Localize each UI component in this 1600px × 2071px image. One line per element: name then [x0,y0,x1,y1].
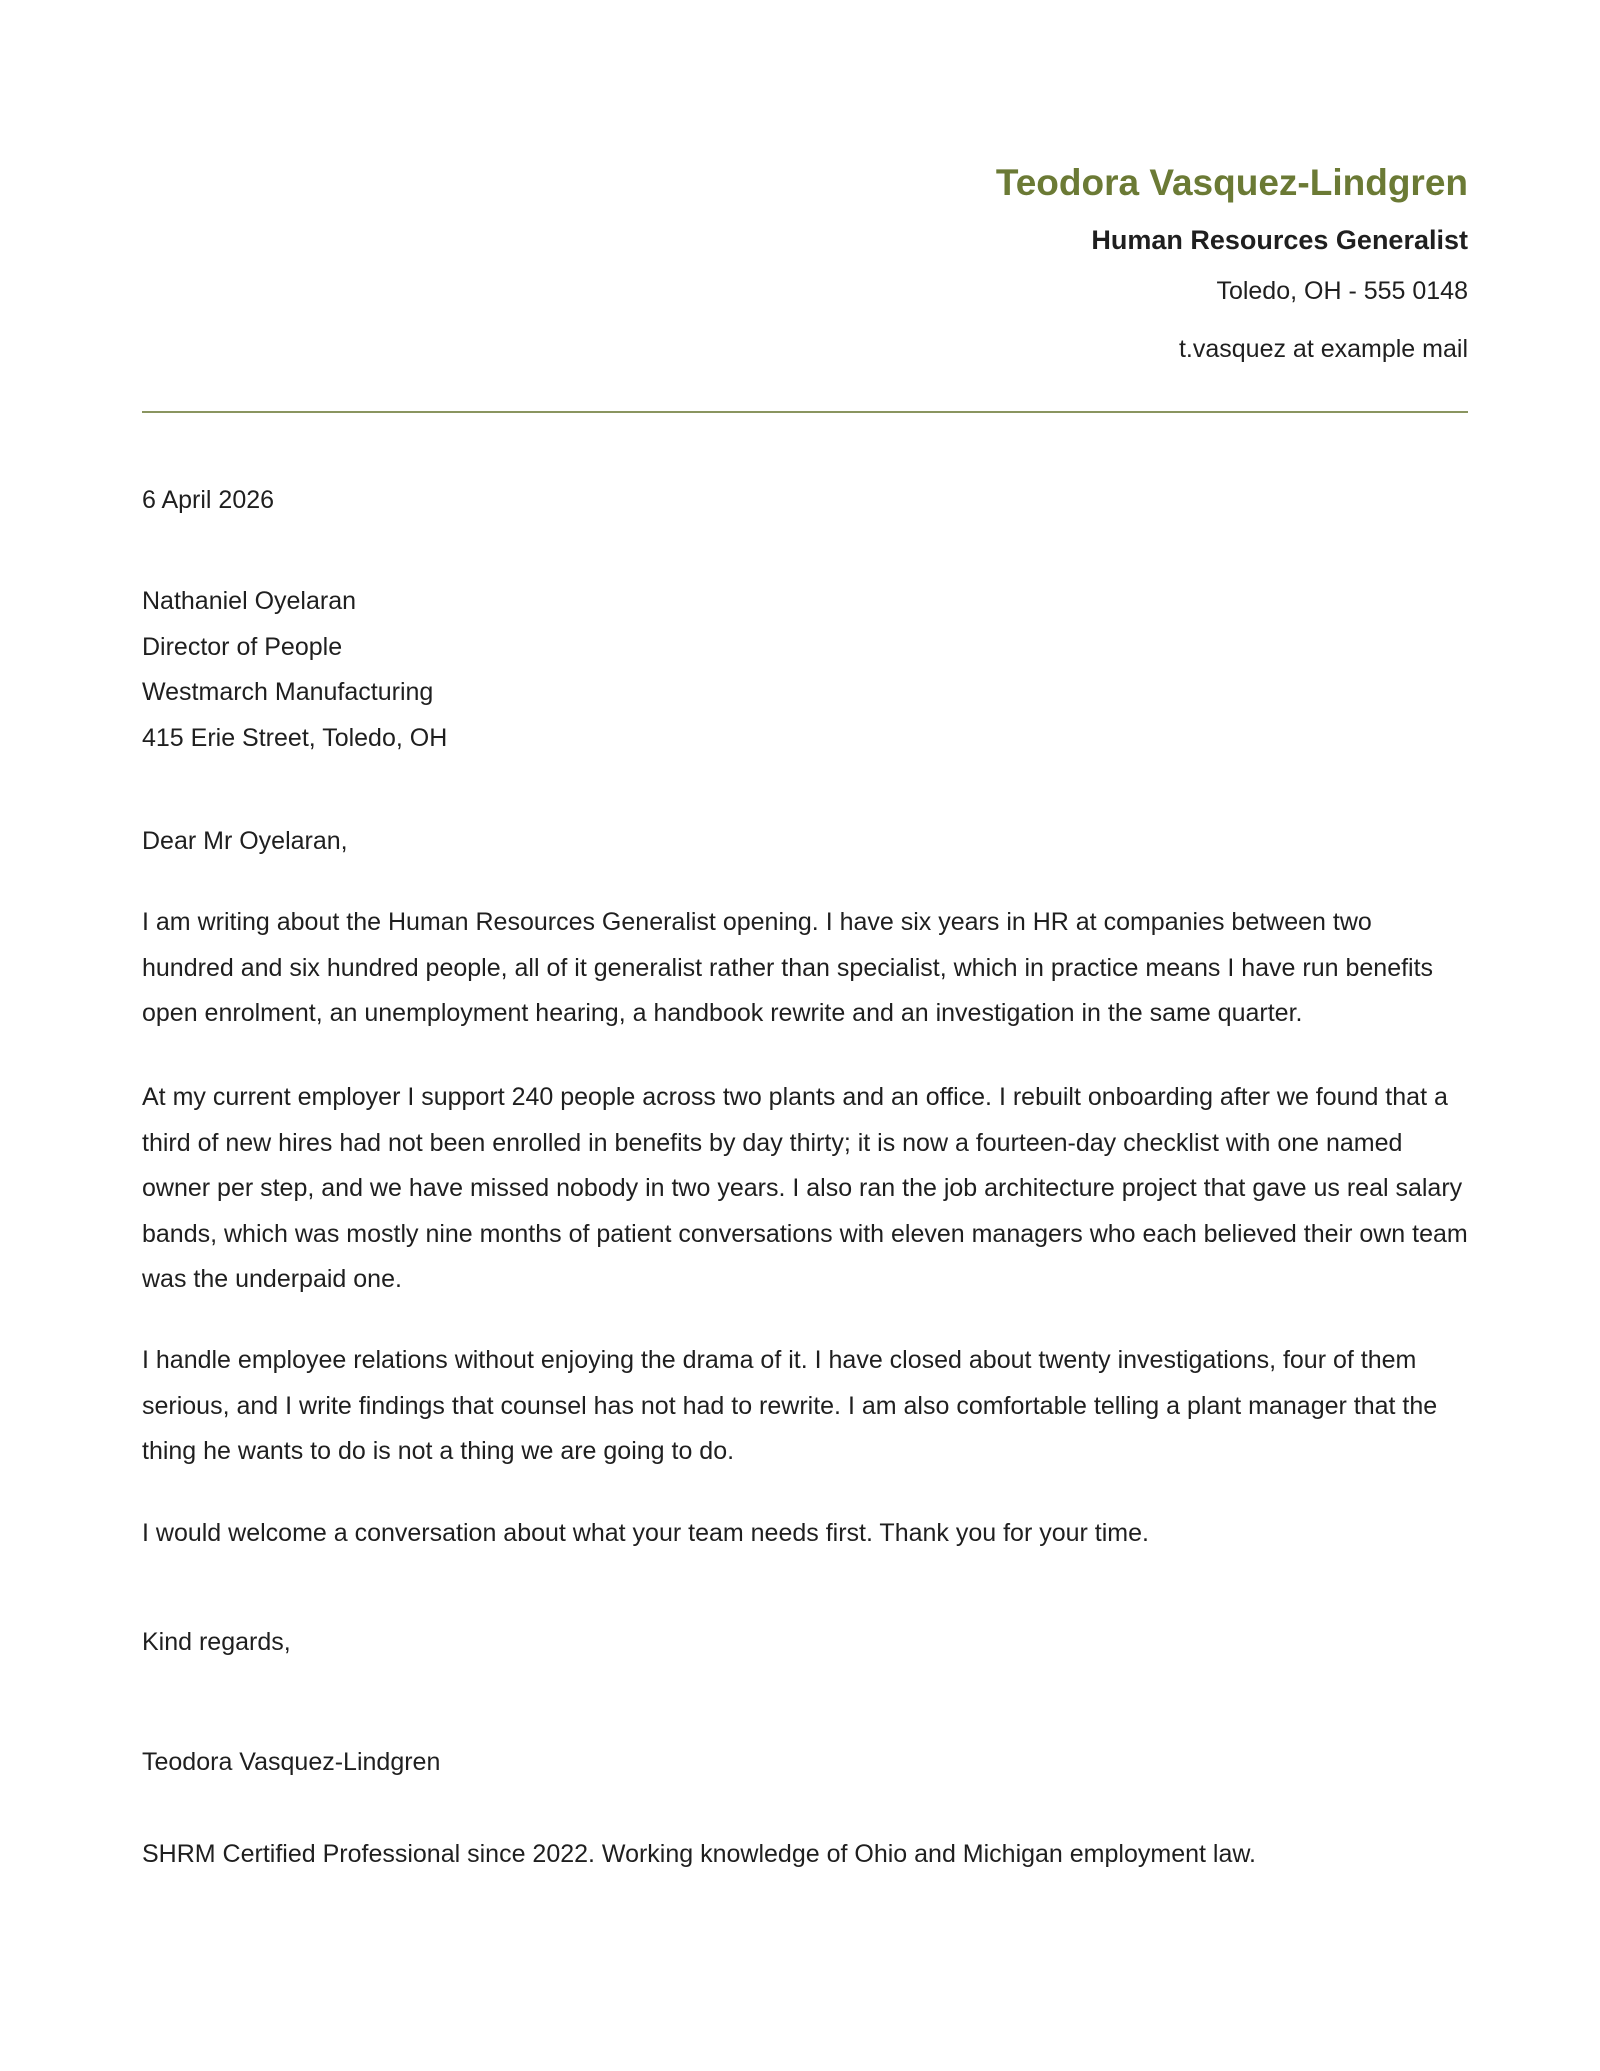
body-paragraph-4: I would welcome a conversation about what your team needs first. Thank you for your time. [142,1519,1149,1547]
recipient-block [142,579,447,761]
closing: Kind regards, [142,1628,291,1656]
postscript: SHRM Certified Professional since 2022. Working knowledge of Ohio and Michigan employment law. [142,1840,1256,1868]
recipient-company: Westmarch Manufacturing [142,678,434,706]
sender-name: Teodora Vasquez-Lindgren [995,162,1468,203]
signature-name: Teodora Vasquez-Lindgren [142,1748,441,1776]
sender-job-title: Human Resources Generalist [1091,225,1468,255]
sender-email: t.vasquez at example mail [1178,335,1468,363]
recipient-role: Director of People [142,632,343,661]
body-paragraph-1: I am writing about the Human Resources Generalist opening. I have six years in HR at companies between two hundred and six hundred people, all of it generalist rather than specialist, which in practice means I have run benefits open enrolment, an unemployment hearing, a handbook rewrite and an investigation in the same quarter. [142,908,1434,1027]
letter-header [142,158,1468,366]
sender-location-phone: Toledo, OH - 555 0148 [1216,277,1468,305]
header-divider [142,411,1468,413]
recipient-address: 415 Erie Street, Toledo, OH [142,723,448,752]
body-paragraph-2: At my current employer I support 240 people across two plants and an office. I rebuilt onboarding after we found that a third of new hires had not been enrolled in benefits by day thirty; it is now a fourteen-day checklist with one named owner per step, and we have missed nobody in two years. I also ran the job architecture project that gave us real salary bands, which was mostly nine months of patient conversations with eleven managers who each believed their own team was the underpaid one. [142,1083,1468,1293]
body-paragraph-3: I handle employee relations without enjoying the drama of it. I have closed about twenty investigations, four of them serious, and I write findings that counsel has not had to rewrite. I am also comfortable telling a plant manager that the thing he wants to do is not a thing we are going to do. [142,1346,1438,1465]
salutation: Dear Mr Oyelaran, [142,827,348,855]
letter-date: 6 April 2026 [142,486,275,514]
recipient-name: Nathaniel Oyelaran [142,587,357,615]
